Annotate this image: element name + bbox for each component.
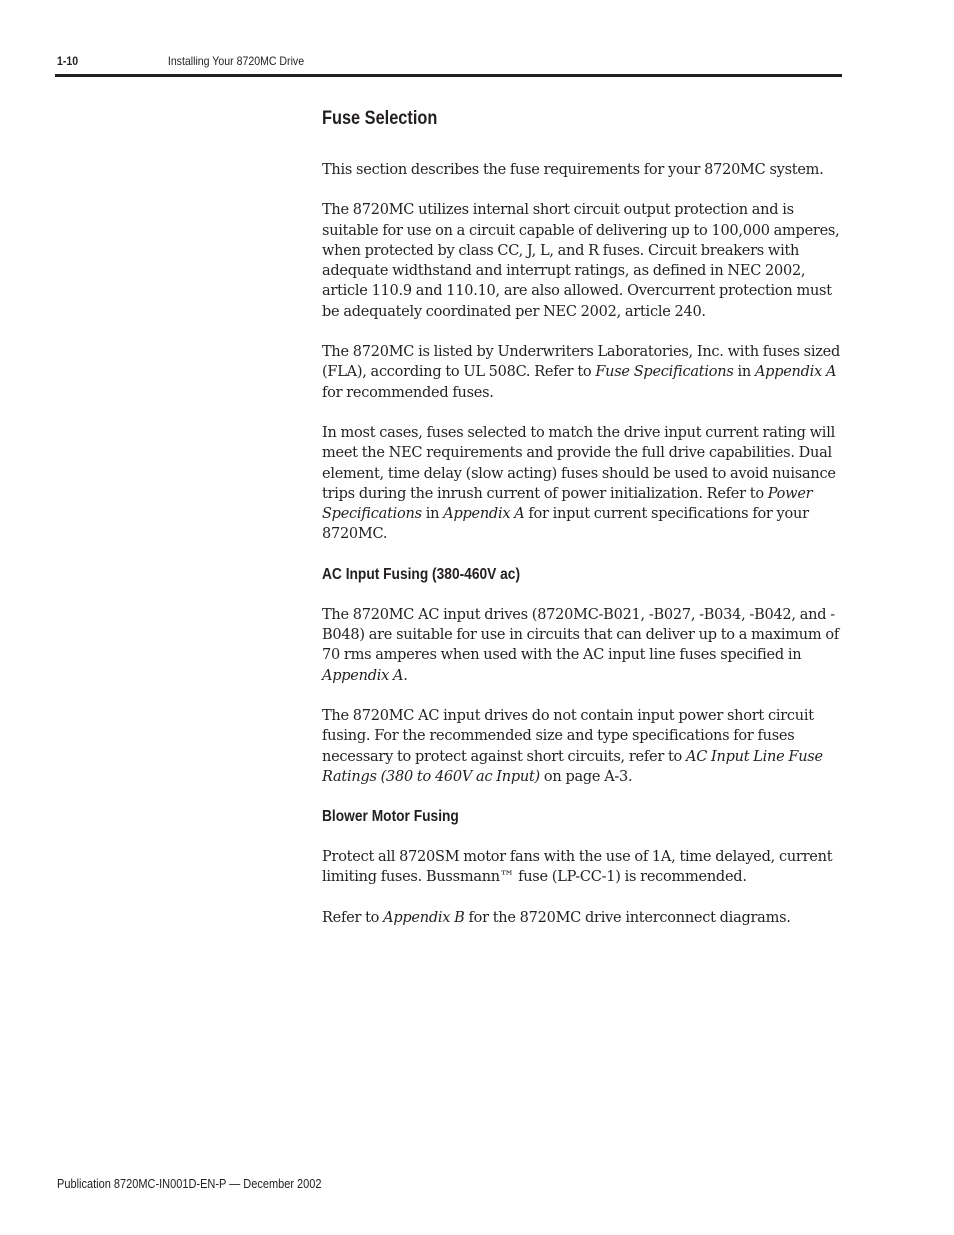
ul-listing-paragraph: The 8720MC is listed by Underwriters Laboratories, Inc. with fuses sized (FLA), according to UL 508C. Refer to Fuse Specifications in Appendix A for recommended fuses. [322,344,840,401]
appendix-a-reference: Appendix A [754,364,837,381]
ac-input-drives-paragraph: The 8720MC AC input drives (8720MC-B021, -B027, -B034, -B042, and -B048) are suitable for use in circuits that can deliver up to a maximum of 70 rms amperes when used with the AC input line fuses specified in Appendix A. [322,606,839,684]
appendix-b-reference: Appendix B [383,909,465,926]
appendix-a-reference: Appendix A [322,667,404,684]
appendix-a-reference: Appendix A [443,506,525,523]
section-title-fuse-selection: Fuse Selection [322,108,438,129]
ac-input-line-fuse-ratings-reference: AC Input Line Fuse Ratings (380 to 460V ac Input) [322,748,823,785]
subsection-title-blower-motor-fusing: Blower Motor Fusing [322,808,459,826]
blower-fuses-paragraph: Protect all 8720SM motor fans with the use of 1A, time delayed, current limiting fuses. Bussmann™ fuse (LP-CC-1) is recommended. [322,849,833,886]
header-rule [55,74,842,77]
page-header [57,53,747,69]
page-footer: Publication 8720MC-IN001D-EN-P — December 2002 [57,1177,322,1191]
running-title: Installing Your 8720MC Drive [167,54,305,68]
ac-input-short-circuit-paragraph: The 8720MC AC input drives do not contain input power short circuit fusing. For the recommended size and type specifications for fuses necessary to protect against short circuits, refer to AC Input Line Fuse Ratings (380 to 460V ac Input) on page A-3. [322,707,823,785]
interconnect-diagrams-paragraph: Refer to Appendix B for the 8720MC drive interconnect diagrams. [322,909,791,926]
fuse-intro-paragraph: This section describes the fuse requirements for your 8720MC system. [322,162,824,178]
page-number: 1-10 [57,54,79,68]
subsection-title-ac-input-fusing: AC Input Fusing (380-460V ac) [322,565,521,583]
fuse-rating-paragraph: In most cases, fuses selected to match the drive input current rating will meet the NEC requirements and provide the full drive capabilities. Dual element, time delay (slow acting) fuses should be used to avoid nuisance trips during the inrush current of power initialization. Refer to Power Specifications in Appendix A for input current specifications for your 8720MC. [322,424,836,543]
power-specifications-reference: Power Specifications [322,485,813,523]
main-content [322,106,842,948]
fuse-protection-paragraph: The 8720MC utilizes internal short circuit output protection and is suitable for use on a circuit capable of delivering up to 100,000 amperes, when protected by class CC, J, L, and R fuses. Circuit breakers with adequate widthstand and interrupt ratings, as defined in NEC 2002, article 110.9 and 110.10, are also allowed. Overcurrent protection must be adequately coordinated per NEC 2002, article 240. [322,202,840,320]
fuse-specifications-reference: Fuse Specifications [595,364,734,381]
